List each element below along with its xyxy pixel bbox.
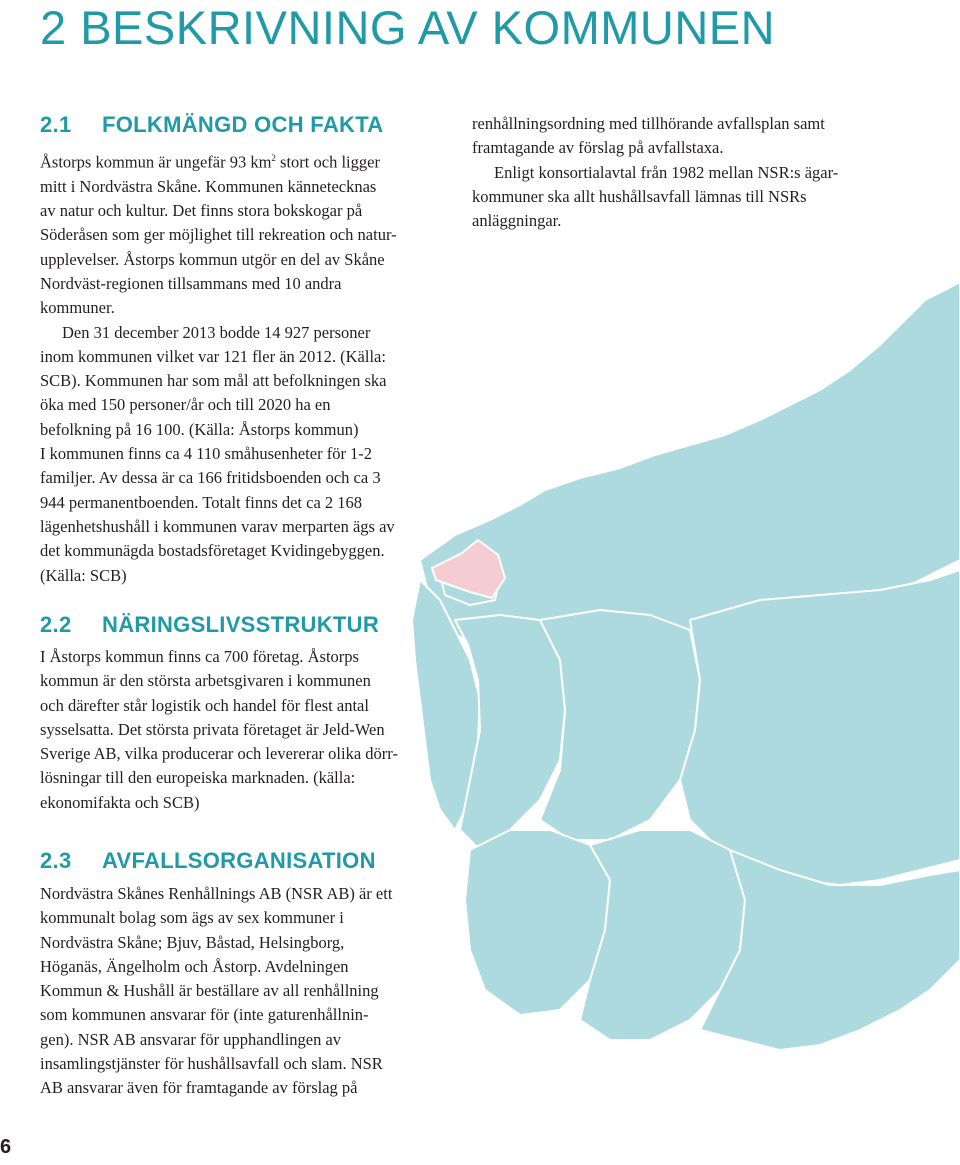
section-body-2-3 (40, 882, 392, 1101)
text-line: familjer. Av dessa är ca 166 fritidsboenden och ca 3 (40, 468, 381, 488)
text-line: kommun är den största arbetsgivaren i kommunen (40, 671, 371, 691)
text-line: I Åstorps kommun finns ca 700 företag. Åstorps (40, 647, 359, 666)
text-line: Kommun & Hushåll är beställare av all renhållning (40, 981, 379, 1001)
section-number: 2.2 (40, 612, 72, 637)
text-line: det kommunägda bostadsföretaget Kvidingebyggen. (40, 541, 385, 561)
text-line: I kommunen finns ca 4 110 småhusenheter för 1-2 (40, 444, 373, 464)
section-heading-2-1 (40, 112, 383, 138)
map-land (412, 282, 960, 1050)
section-body-2-1 (40, 146, 397, 588)
chapter-title: 2 BESKRIVNING AV KOMMUNEN (40, 1, 776, 54)
text-line: Enligt konsortialavtal från 1982 mellan NSR:s ägar- (494, 162, 839, 182)
text-line: lösningar till den europeiska marknaden. (källa: (40, 768, 356, 788)
text-line: öka med 150 personer/år och till 2020 ha en (40, 395, 331, 415)
section-body-2-2 (40, 645, 398, 815)
text-line: SCB). Kommunen har som mål att befolkningen ska (40, 371, 387, 391)
text-line: kommuner. (40, 298, 115, 318)
text-line: upplevelser. Åstorps kommun utgör en del av Skåne (40, 249, 385, 269)
text-line: Åstorps kommun är ungefär 93 $km^2$ stort och ligger (40, 152, 380, 172)
superscript: 2 (271, 153, 276, 163)
text-line: AB ansvarar även för framtagande av förslag på (40, 1078, 358, 1098)
text-line: Sverige AB, vilka producerar och levererar olika dörr- (40, 744, 398, 764)
text-line: av natur och kultur. Det finns stora bokskogar på (40, 201, 363, 221)
text-line: inom kommunen vilket var 121 fler än 2012. (Källa: (40, 346, 386, 366)
section-heading-2-2 (40, 612, 379, 638)
section-title: AVFALLSORGANISATION (102, 848, 376, 873)
section-number: 2.1 (40, 112, 72, 137)
page-number: 6 (0, 1136, 12, 1158)
text-line: Nordvästra Skånes Renhållnings AB (NSR AB) är ett (40, 884, 393, 903)
text-line: Höganäs, Ängelholm och Åstorp. Avdelningen (40, 956, 349, 976)
text-line: Nordväst-regionen tillsammans med 10 andra (40, 273, 342, 293)
text-line: renhållningsordning med tillhörande avfallsplan samt (472, 114, 825, 133)
text-line: kommunalt bolag som ägs av sex kommuner i (40, 908, 344, 928)
text-line: Nordvästra Skåne; Bjuv, Båstad, Helsingborg, (40, 932, 345, 952)
text-line: sysselsatta. Det största privata företaget är Jeld-Wen (40, 719, 385, 739)
text-line: Den 31 december 2013 bodde 14 927 personer (62, 322, 371, 342)
right-column-text (472, 112, 838, 233)
text-line: 944 permanentboenden. Totalt finns det ca 2 168 (40, 492, 363, 512)
text-line: ekonomifakta och SCB) (40, 792, 200, 812)
text-line: och därefter står logistik och handel för flest antal (40, 695, 369, 715)
text-line: mitt i Nordvästra Skåne. Kommunen kännetecknas (40, 176, 377, 196)
text-line: som kommunen ansvarar för (inte gaturenhållnin- (40, 1005, 369, 1025)
text-line: gen). NSR AB ansvarar för upphandlingen av (40, 1029, 342, 1049)
text-line: (Källa: SCB) (40, 565, 127, 585)
text-line: kommuner ska allt hushållsavfall lämnas till NSRs (472, 186, 807, 206)
text-line: framtagande av förslag på avfallstaxa. (472, 138, 724, 158)
text-line: anläggningar. (472, 211, 562, 231)
section-heading-2-3 (40, 848, 376, 874)
text-line: Söderåsen som ger möjlighet till rekreation och natur- (40, 225, 397, 245)
section-title: FOLKMÄNGD OCH FAKTA (102, 112, 384, 137)
section-number: 2.3 (40, 848, 72, 873)
text-line: insamlingstjänster för hushållsavfall och slam. NSR (40, 1054, 383, 1074)
section-title: NÄRINGSLIVSSTRUKTUR (102, 612, 380, 637)
text-line: befolkning på 16 100. (Källa: Åstorps kommun) (40, 419, 359, 439)
text-line: lägenhetshushåll i kommunen varav merparten ägs av (40, 516, 395, 536)
